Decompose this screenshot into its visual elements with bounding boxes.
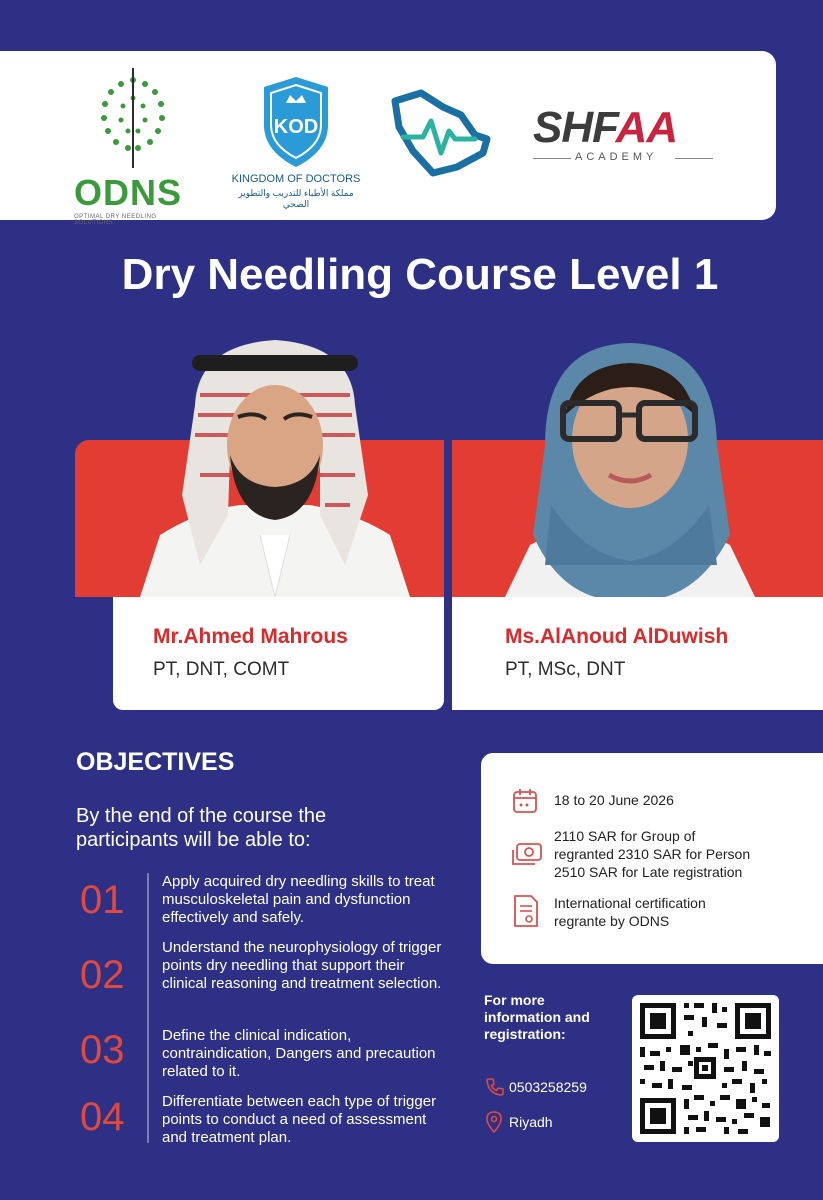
pricing-line-2: regranted 2310 SAR for Person: [554, 846, 751, 862]
objective-4-number: 04: [80, 1095, 125, 1139]
odns-wordmark: ODNS: [74, 172, 183, 213]
logo-bar: [0, 51, 776, 226]
odns-mark-icon: [70, 68, 196, 172]
objective-4-text: Differentiate between each type of trigger points to conduct a need of assessment and treatment plan.: [162, 1093, 437, 1146]
instructor-2-card: [452, 597, 823, 710]
instructor-1-credentials: PT, DNT, COMT: [153, 659, 290, 680]
kod-name: KINGDOM OF DOCTORS: [231, 173, 361, 185]
phone-number[interactable]: 0503258259: [509, 1079, 587, 1095]
objectives-heading: OBJECTIVES: [76, 748, 235, 776]
calendar-icon: [511, 787, 539, 815]
objective-1-number: 01: [80, 878, 125, 922]
shfaa-divider-left: [533, 158, 571, 159]
instructor-2-name: Ms.AlAnoud AlDuwish: [505, 625, 729, 648]
shfaa-wordmark: SHFAA: [533, 103, 678, 152]
instructor-2-credentials: PT, MSc, DNT: [505, 659, 626, 680]
kod-badge-text: KOD: [273, 116, 319, 138]
objective-3-text: Define the clinical indication, contraindication, Dangers and precaution related to it.: [162, 1027, 436, 1080]
shfaa-divider-right: [675, 158, 713, 159]
instructor-1-photo: [140, 335, 410, 597]
objectives-intro: By the end of the course the participants will be able to:: [76, 805, 327, 851]
certificate-icon: [511, 894, 539, 928]
instructor-1-name: Mr.Ahmed Mahrous: [153, 625, 348, 648]
objective-1-text: Apply acquired dry needling skills to treat musculoskeletal pain and dysfunction effectively and safely.: [162, 873, 435, 926]
saudi-map-heartbeat-logo: [383, 87, 495, 179]
qr-code-icon: [632, 995, 779, 1142]
money-icon: [511, 838, 543, 868]
kod-logo: [226, 73, 366, 213]
location-pin-icon: [485, 1111, 503, 1133]
objectives-divider: [147, 873, 149, 1143]
course-date: 18 to 20 June 2026: [554, 792, 674, 808]
objective-2-text: Understand the neurophysiology of trigger points dry needling that support their clinical reasoning and treatment selection.: [162, 939, 442, 992]
more-info-heading: For more information and registration:: [484, 992, 590, 1042]
kod-arabic-name: مملكة الأطباء للتدريب والتطوير الصحي: [238, 188, 354, 209]
odns-logo: [70, 68, 196, 226]
course-title: Dry Needling Course Level 1: [121, 250, 719, 299]
qr-code[interactable]: [632, 995, 779, 1142]
shfaa-academy-label: ACADEMY: [575, 151, 658, 163]
phone-icon: [485, 1077, 505, 1097]
instructor-1-card: [113, 597, 444, 710]
location: Riyadh: [509, 1114, 553, 1130]
objective-3-number: 03: [80, 1028, 125, 1072]
pricing-line-1: 2110 SAR for Group of: [554, 828, 696, 844]
course-info-card: [481, 753, 823, 964]
certification-group: [554, 894, 706, 930]
kod-shield-icon: [226, 73, 366, 171]
pricing-line-3: 2510 SAR for Late registration: [554, 864, 743, 880]
certification-line-1: International certification: [554, 895, 706, 911]
pricing-group: [554, 827, 750, 881]
odns-tagline: OPTIMAL DRY NEEDLING SOLUTIONS: [74, 214, 157, 226]
saudi-map-heartbeat-icon: [383, 87, 495, 179]
objective-2-number: 02: [80, 953, 125, 997]
shfaa-academy-logo: [533, 103, 733, 173]
instructor-2-photo: [505, 335, 755, 597]
certification-line-2: regrante by ODNS: [554, 913, 670, 929]
